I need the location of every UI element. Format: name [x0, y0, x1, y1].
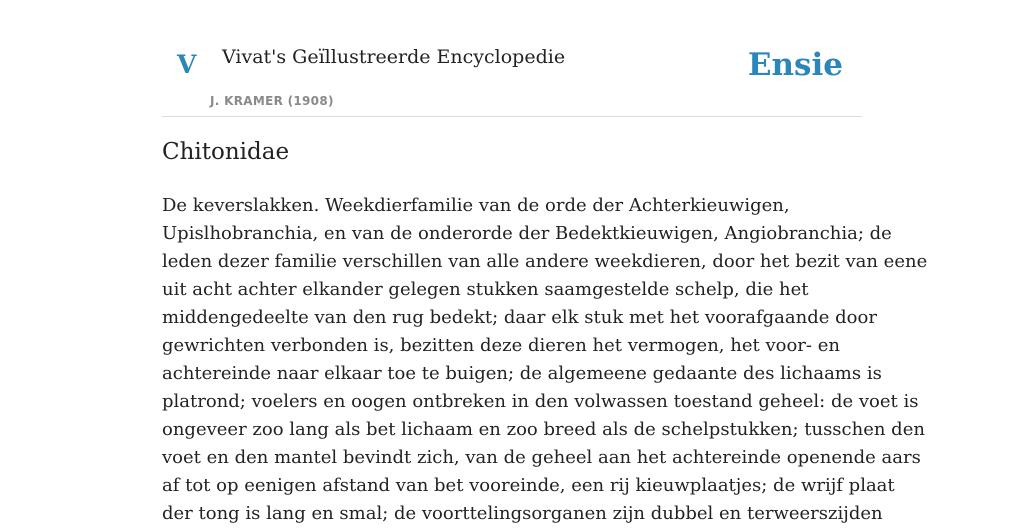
- book-logo[interactable]: V: [177, 50, 197, 79]
- brand-logo[interactable]: Ensie: [747, 47, 843, 83]
- body-line: der tong is lang en smal; de voorttelingsorganen zijn dubbel en terweerszijden: [162, 502, 883, 524]
- entry-body: [162, 192, 928, 528]
- header: [162, 0, 862, 117]
- body-line: Upislhobranchia, en van de onderorde der Bedektkieuwigen, Angiobranchia; de: [162, 222, 892, 244]
- body-line: gewrichten verbonden is, bezitten deze dieren het vermogen, het voor- en: [162, 334, 840, 356]
- book-title[interactable]: Vivat's Geïllustreerde Encyclopedie: [222, 46, 566, 68]
- body-line: leden dezer familie verschillen van alle andere weekdieren, door het bezit van eene: [162, 250, 928, 272]
- body-line: voet en den mantel bevindt zich, van de geheel aan het achtereinde openende aars: [162, 446, 921, 468]
- entry-title: Chitonidae: [162, 139, 290, 165]
- body-line: uit acht achter elkander gelegen stukken saamgestelde schelp, die het: [162, 278, 809, 300]
- body-line: ongeveer zoo lang als bet lichaam en zoo breed als de schelpstukken; tusschen den: [162, 418, 925, 440]
- body-line: platrond; voelers en oogen ontbreken in den volwassen toestand geheel: de voet is: [162, 390, 919, 412]
- body-line: af tot op eenigen afstand van bet vooreinde, een rij kieuwplaatjes; de wrijf plaat: [162, 474, 895, 496]
- entry-content: [162, 138, 928, 528]
- book-author: J. KRAMER (1908): [210, 94, 334, 108]
- body-line: De keverslakken. Weekdierfamilie van de orde der Achterkieuwigen,: [162, 194, 790, 216]
- body-line: achtereinde naar elkaar toe te buigen; de algemeene gedaante des lichaams is: [162, 362, 882, 384]
- body-line: middengedeelte van den rug bedekt; daar elk stuk met het voorafgaande door: [162, 306, 877, 328]
